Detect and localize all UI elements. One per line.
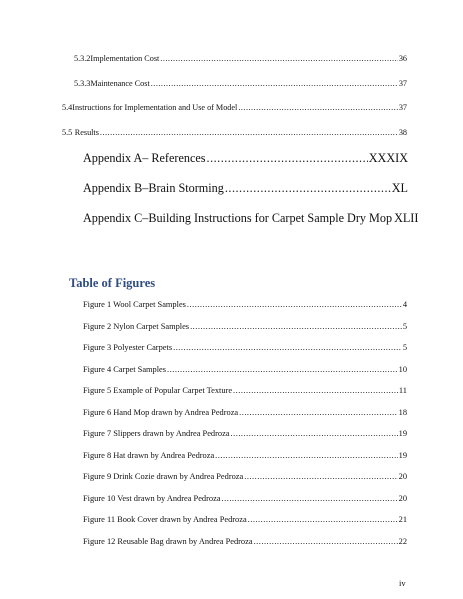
figure-entry[interactable] [83,429,407,438]
toc-entry[interactable] [74,54,407,63]
toc-entry[interactable] [74,79,407,88]
figure-page: 18 [398,408,407,417]
toc-number: 5.3.3 [74,79,91,88]
figure-label: Figure 6 Hand Mop drawn by Andrea Pedroza [83,408,239,417]
toc-leader [173,343,402,352]
table-of-figures-heading: Table of Figures [69,276,156,290]
figure-label: Figure 3 Polyester Carpets [83,343,173,352]
toc-leader [244,472,397,481]
toc-label: Implementation Cost [90,54,160,63]
figure-page: 22 [398,537,407,546]
toc-leader [187,300,402,309]
toc-leader [233,386,398,395]
toc-page: 37 [398,79,407,88]
figure-page: 20 [398,472,407,481]
toc-leader [225,181,391,196]
figure-entry[interactable] [83,494,407,503]
toc-label: Instructions for Implementation and Use of Model [72,103,238,112]
toc-leader [248,515,398,524]
figure-entry[interactable] [83,300,407,309]
figure-page: 10 [398,365,407,374]
figure-label: Figure 12 Reusable Bag drawn by Andrea Pedroza [83,537,253,546]
appendix-page: XL [391,181,408,195]
figure-label: Figure 5 Example of Popular Carpet Texture [83,386,233,395]
toc-entry[interactable] [62,128,407,137]
toc-number: 5.4 [62,103,73,112]
toc-leader [239,408,397,417]
toc-label: Maintenance Cost [90,79,150,88]
appendix-entry[interactable] [83,151,408,166]
appendix-entry[interactable] [83,181,408,196]
figure-entry[interactable] [83,343,407,352]
figure-entry[interactable] [83,365,407,374]
toc-page: 36 [398,54,407,63]
toc-leader [190,322,402,331]
appendix-label: Appendix A– References [83,151,206,165]
figure-page: 4 [402,300,407,309]
figure-label: Figure 7 Slippers drawn by Andrea Pedroza [83,429,230,438]
toc-leader [207,151,368,166]
figure-page: 21 [398,515,407,524]
figure-page: 19 [398,451,407,460]
figure-page: 11 [398,386,407,395]
figure-label: Figure 4 Carpet Samples [83,365,167,374]
figure-label: Figure 9 Drink Cozie drawn by Andrea Pedroza [83,472,244,481]
toc-leader [167,365,398,374]
appendix-page: XXXIX [368,151,408,165]
toc-number: 5.3.2 [74,54,91,63]
figure-entry[interactable] [83,537,407,546]
figure-label: Figure 11 Book Cover drawn by Andrea Pedroza [83,515,247,524]
toc-leader [254,537,398,546]
toc-leader [231,429,398,438]
figure-page: 20 [398,494,407,503]
toc-page: 38 [398,128,407,137]
figure-label: Figure 8 Hat drawn by Andrea Pedroza [83,451,215,460]
figure-page: 5 [402,343,407,352]
toc-page: 37 [398,103,407,112]
appendix-label: Appendix C–Building Instructions for Carpet Sample Dry Mop [83,211,393,225]
toc-number: 5.5 [62,128,73,137]
toc-leader [238,103,398,112]
figure-label: Figure 10 Vest drawn by Andrea Pedroza [83,494,221,503]
toc-leader [160,54,398,63]
toc-label: Results [74,128,99,137]
appendix-entry[interactable] [83,211,419,226]
appendix-label: Appendix B–Brain Storming [83,181,224,195]
figure-page: 19 [398,429,407,438]
toc-leader [222,494,398,503]
figure-page: 5 [402,322,407,331]
toc-leader [151,79,398,88]
figure-entry[interactable] [83,515,407,524]
figure-label: Figure 1 Wool Carpet Samples [83,300,186,309]
figure-entry[interactable] [83,322,407,331]
figure-entry[interactable] [83,451,407,460]
toc-leader [215,451,397,460]
figure-entry[interactable] [83,472,407,481]
page-number: iv [399,578,406,588]
toc-leader [100,128,398,137]
figure-label: Figure 2 Nylon Carpet Samples [83,322,190,331]
figure-entry[interactable] [83,386,407,395]
figure-entry[interactable] [83,408,407,417]
toc-entry[interactable] [62,103,407,112]
appendix-page: XLII [394,211,419,225]
